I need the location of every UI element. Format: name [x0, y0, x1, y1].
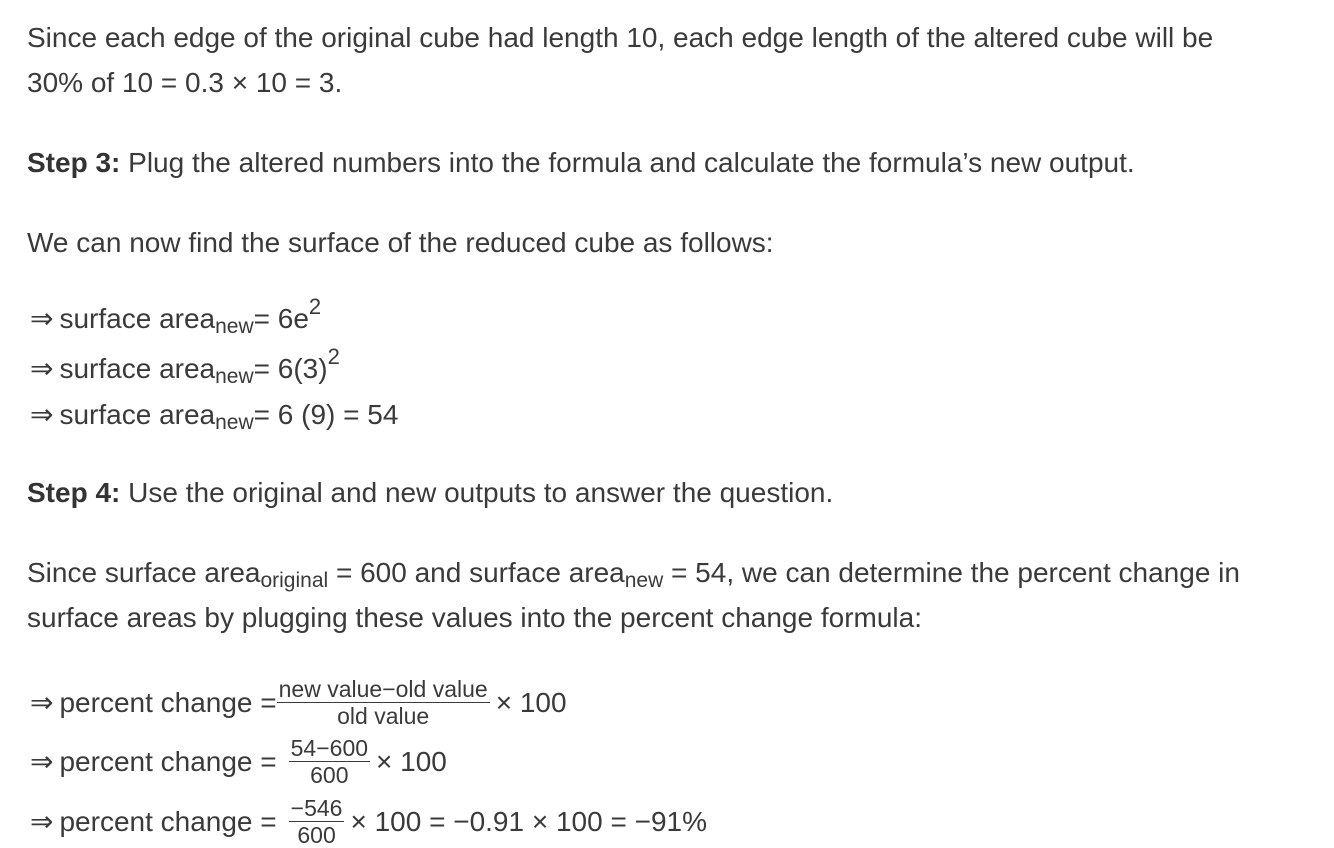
equation-prefix: surface area — [59, 352, 216, 384]
subscript-new: new — [624, 569, 664, 592]
equation-superscript: 2 — [308, 293, 322, 319]
equation-prefix: percent change = — [59, 686, 277, 718]
step-3-text: Plug the altered numbers into the formula and calculate the formula’s new output. — [120, 147, 1135, 178]
equation-subscript: new — [215, 314, 254, 338]
equation-rhs: = 6 (9) = 54 — [253, 398, 399, 430]
fraction — [289, 735, 370, 788]
implies-arrow: ⇒ — [30, 687, 54, 718]
surface-equation-3 — [30, 398, 399, 434]
step-4-label: Step 4: — [27, 477, 121, 508]
subscript-original: original — [260, 569, 329, 592]
step-3-paragraph — [27, 140, 1135, 185]
fraction — [289, 795, 345, 848]
equation-superscript: 2 — [327, 343, 340, 369]
step-3-label: Step 3: — [27, 147, 121, 178]
since-text-3: = 54, we can determine the percent change in — [663, 557, 1240, 588]
fraction-numerator: −546 — [290, 795, 343, 821]
equation-prefix: surface area — [59, 302, 216, 334]
implies-arrow: ⇒ — [30, 399, 54, 430]
equation-prefix: surface area — [59, 398, 216, 430]
surface-equation-2 — [30, 343, 340, 388]
reduced-cube-intro: We can now find the surface of the reduced cube as follows: — [27, 227, 774, 258]
fraction-denominator: old value — [337, 703, 430, 729]
equation-subscript: new — [215, 410, 254, 434]
equation-rhs: = 6e — [253, 302, 309, 334]
percent-equation-1 — [30, 676, 567, 729]
equation-tail: × 100 — [495, 686, 567, 718]
since-line-1 — [27, 550, 1240, 598]
since-text-1: Since surface area — [27, 557, 261, 588]
since-line-2: surface areas by plugging these values into the percent change formula: — [27, 602, 923, 633]
equation-tail: × 100 — [376, 745, 447, 777]
step-4-text: Use the original and new outputs to answer the question. — [120, 477, 834, 508]
surface-equation-1 — [30, 293, 322, 338]
fraction-denominator: 600 — [310, 762, 349, 788]
implies-arrow: ⇒ — [30, 353, 54, 384]
equation-tail: × 100 = −0.91 × 100 = −91% — [350, 805, 707, 837]
intro-line-1: Since each edge of the original cube had length 10, each edge length of the altered cube will be — [27, 22, 1214, 53]
equation-prefix: percent change = — [59, 745, 277, 777]
fraction-denominator: 600 — [297, 822, 336, 848]
fraction-numerator: new value−old value — [278, 676, 488, 702]
fraction — [277, 676, 490, 729]
intro-line-2: 30% of 10 = 0.3 × 10 = 3. — [27, 67, 343, 98]
percent-equation-3 — [30, 795, 707, 848]
percent-equation-2 — [30, 735, 447, 788]
step-4-paragraph — [27, 470, 833, 515]
implies-arrow: ⇒ — [30, 806, 54, 837]
implies-arrow: ⇒ — [30, 746, 54, 777]
since-text-2: = 600 and surface area — [328, 557, 625, 588]
implies-arrow: ⇒ — [30, 303, 54, 334]
fraction-numerator: 54−600 — [290, 735, 369, 761]
equation-rhs: = 6(3) — [253, 352, 328, 384]
equation-prefix: percent change = — [59, 805, 277, 837]
equation-subscript: new — [215, 364, 254, 388]
